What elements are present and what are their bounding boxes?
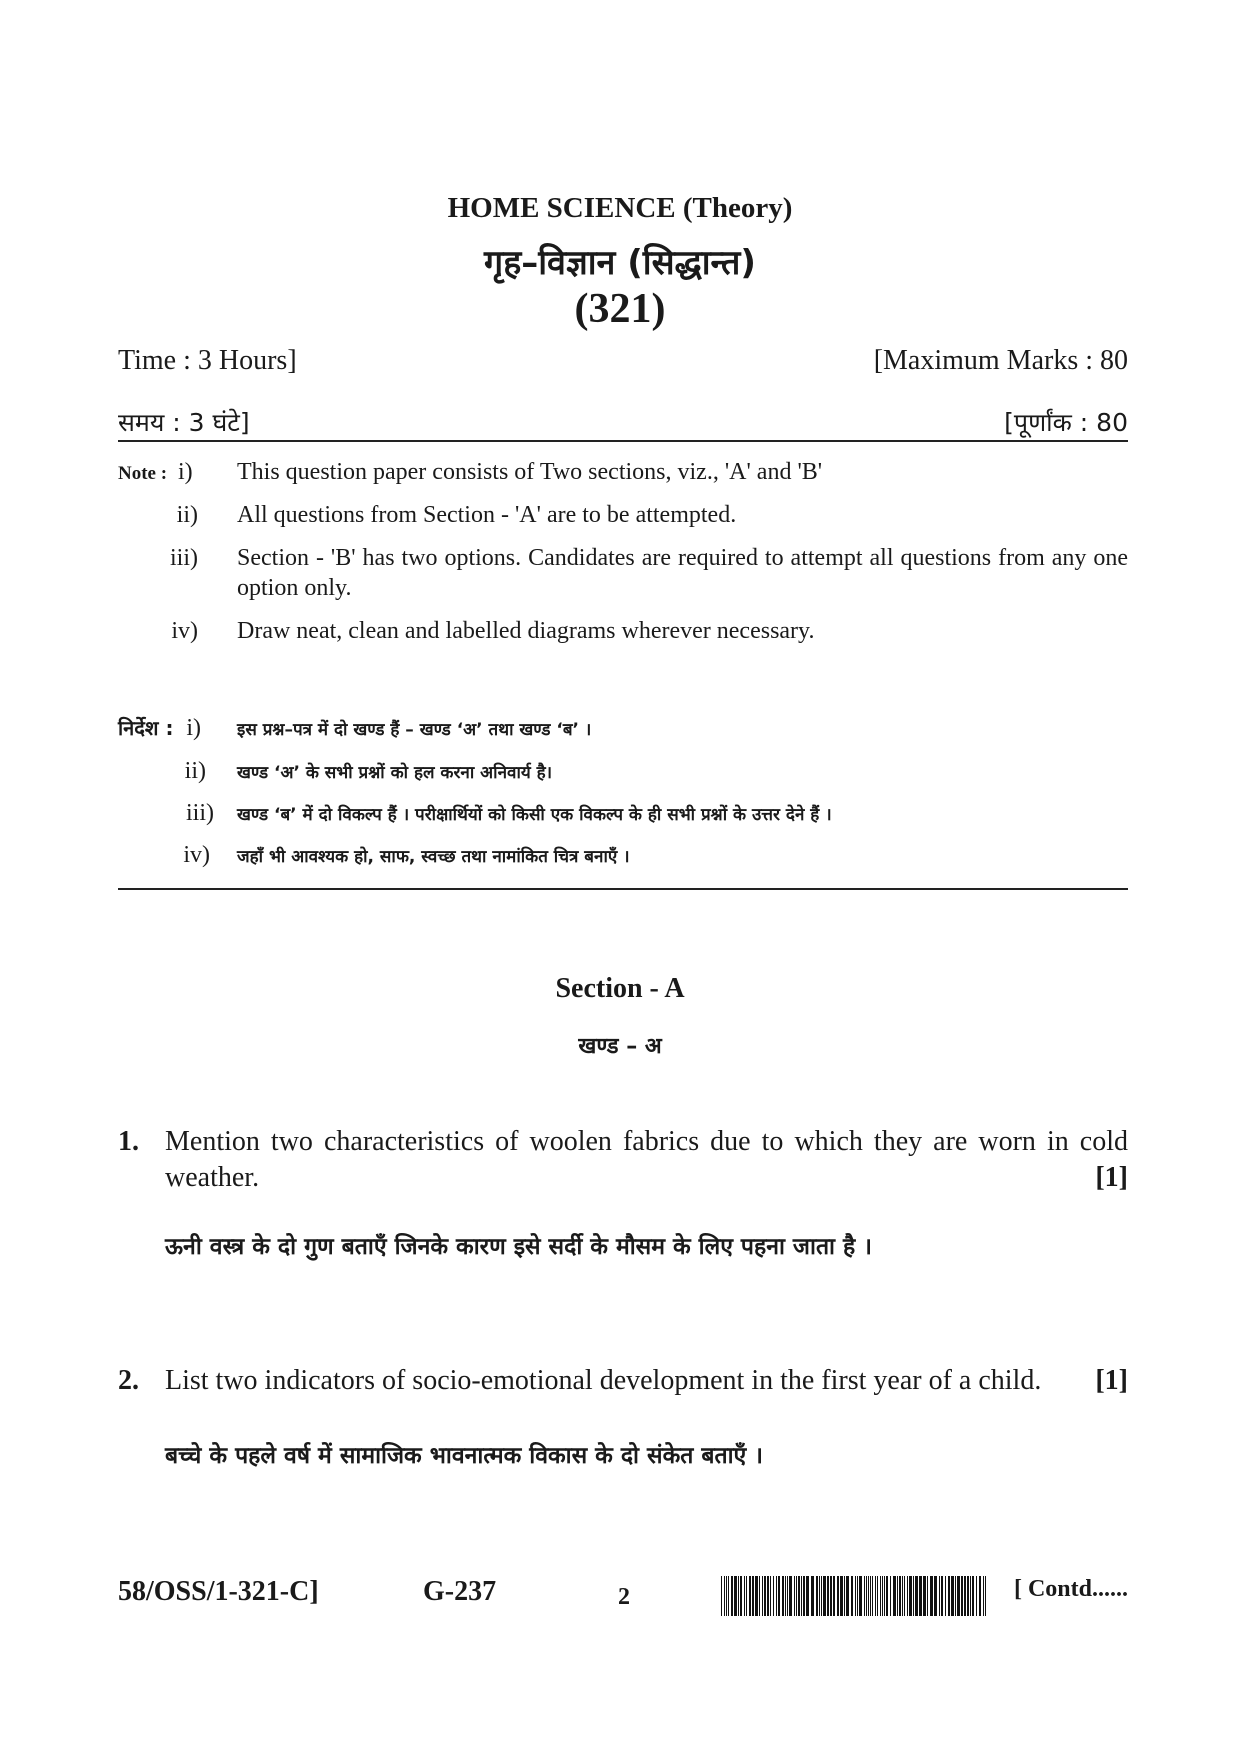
note-number: iii) <box>170 545 198 571</box>
barcode-bar <box>893 1576 896 1616</box>
note-number: iii) <box>186 800 214 826</box>
barcode-bar <box>961 1576 963 1616</box>
note-number: ii) <box>184 758 206 784</box>
barcode-bar <box>972 1576 974 1616</box>
barcode-bar <box>927 1576 928 1616</box>
bottom-divider <box>118 888 1128 890</box>
exam-page: HOME SCIENCE (Theory) गृह–विज्ञान (सिद्धान्त) (321) Time : 3 Hours] [Maximum Marks : 80 समय : 3 घंटे] [पूर्णांक : 80 Note : i) This question paper consists of Two sections, viz., 'A' and 'B' ii) All questions from Section - 'A' are to be attempted. iii) Section - 'B' has two options. Candidates are required to attempt all questions from any one option only. iv) Draw neat, clean and labelled diagrams wherever necessary. निर्देश : i) इस प्रश्न–पत्र में दो खण्ड हैं – खण्ड ‘अ’ तथा खण्ड ‘ब’ । ii) खण्ड ‘अ’ के सभी प्रश्नों को हल करना अनिवार्य है। iii) खण्ड ‘ब’ में दो विकल्प हैं । परीक्षार्थियों को किसी एक विकल्प के ही सभी प्रश्नों के उत्तर देने हैं । iv) जहाँ भी आवश्यक हो, साफ, स्वच्छ तथा नामांकित चित्र बनाएँ । Section - A खण्ड – अ 1. Mention two characteristics of woolen fabrics due to which they are worn in cold weather. [1] ऊनी वस्त्र के दो गुण बताएँ जिनके कारण इसे सर्दी के मौसम के लिए पहना जाता है । 2. List two indicators of socio-emotional development in the first year of a child. [1] बच्चे के पहले वर्ष में सामाजिक भावनात्मक विकास के दो संकेत बताएँ । 58/OSS/1-321-C] G-237 2 [ Contd...... <box>0 0 1240 1755</box>
barcode-bar <box>967 1576 969 1616</box>
note-text: Section - 'B' has two options. Candidates are required to attempt all questions from any one option only. <box>237 545 1128 601</box>
time-allowed-english: Time : 3 Hours] <box>118 345 297 376</box>
time-allowed-hindi: समय : 3 घंटे] <box>118 408 250 437</box>
barcode-bar <box>770 1576 771 1616</box>
question-text-english: Mention two characteristics of woolen fabrics due to which they are worn in cold weather. <box>165 1126 1128 1193</box>
barcode-bar <box>773 1576 774 1616</box>
barcode-bar <box>870 1576 871 1616</box>
barcode-bar <box>882 1576 883 1616</box>
barcode-bar <box>979 1576 981 1616</box>
barcode-bar <box>796 1576 797 1616</box>
barcode-bar <box>985 1576 986 1616</box>
barcode-bar <box>740 1576 742 1616</box>
time-marks-row-english <box>118 345 1128 377</box>
barcode-bar <box>859 1576 862 1616</box>
barcode-bar <box>877 1576 878 1616</box>
barcode-bar <box>738 1576 739 1616</box>
paper-title-english: HOME SCIENCE (Theory) <box>447 192 793 224</box>
note-number: iv) <box>171 618 198 644</box>
maximum-marks-hindi: [पूर्णांक : 80 <box>1004 408 1128 437</box>
note-text: जहाँ भी आवश्यक हो, साफ, स्वच्छ तथा नामांकित चित्र बनाएँ । <box>237 847 630 867</box>
top-divider <box>118 440 1128 442</box>
continued-label: [ Contd...... <box>1013 1576 1128 1602</box>
barcode-bar <box>855 1576 856 1616</box>
barcode-bar <box>782 1576 784 1616</box>
barcode-bar <box>948 1576 950 1616</box>
barcode-bar <box>897 1576 898 1616</box>
barcode-bar <box>728 1576 729 1616</box>
barcode-bar <box>816 1576 818 1616</box>
barcode-bar <box>945 1576 946 1616</box>
barcode-bar <box>767 1576 769 1616</box>
note-text: इस प्रश्न–पत्र में दो खण्ड हैं – खण्ड ‘अ’ तथा खण्ड ‘ब’ । <box>237 720 592 740</box>
barcode-bar <box>890 1576 891 1616</box>
barcode-bar <box>964 1576 966 1616</box>
barcode-bar <box>819 1576 820 1616</box>
note-text: This question paper consists of Two sections, viz., 'A' and 'B' <box>237 459 823 485</box>
question-text-english: List two indicators of socio-emotional development in the first year of a child. <box>165 1365 1042 1396</box>
note-text: खण्ड ‘अ’ के सभी प्रश्नों को हल करना अनिवार्य है। <box>237 763 553 783</box>
barcode-bar <box>811 1576 814 1616</box>
barcode-bar <box>752 1576 754 1616</box>
maximum-marks-english: [Maximum Marks : 80 <box>873 345 1128 376</box>
barcode-bar <box>884 1576 885 1616</box>
subject-code: (321) <box>574 286 666 332</box>
barcode-bar <box>827 1576 829 1616</box>
barcode-bar <box>846 1576 849 1616</box>
barcode-bar <box>726 1576 727 1616</box>
barcode-bar <box>951 1576 954 1616</box>
note-text: खण्ड ‘ब’ में दो विकल्प हैं । परीक्षार्थियों को किसी एक विकल्प के ही सभी प्रश्नों के उत्तर देने हैं । <box>237 805 832 825</box>
barcode-bar <box>939 1576 940 1616</box>
barcode-bar <box>976 1576 977 1616</box>
note-prefix: Note : <box>118 463 168 484</box>
barcode-bar <box>746 1576 747 1616</box>
barcode-bar <box>934 1576 937 1616</box>
paper-code: 58/OSS/1-321-C] <box>118 1576 319 1607</box>
barcode-bar <box>913 1576 914 1616</box>
g-code: G-237 <box>423 1576 497 1607</box>
question-2 <box>118 1363 1128 1403</box>
note-number: i) <box>186 715 201 741</box>
barcode-bar <box>837 1576 839 1616</box>
barcode-bar <box>904 1576 905 1616</box>
barcode-bar <box>868 1576 869 1616</box>
barcode-image <box>721 1576 989 1616</box>
barcode-bar <box>919 1576 922 1616</box>
barcode-bar <box>844 1576 845 1616</box>
barcode-bar <box>785 1576 786 1616</box>
note-number: ii) <box>176 502 198 528</box>
barcode-bar <box>762 1576 763 1616</box>
barcode-bar <box>806 1576 809 1616</box>
barcode-bar <box>789 1576 792 1616</box>
barcode-bar <box>764 1576 766 1616</box>
barcode-bar <box>778 1576 780 1616</box>
question-number: 1. <box>118 1126 139 1157</box>
barcode-bar <box>864 1576 865 1616</box>
question-marks: [1] <box>1095 1162 1128 1193</box>
time-marks-row-hindi <box>118 405 1128 439</box>
barcode-bar <box>794 1576 795 1616</box>
barcode-bar <box>907 1576 908 1616</box>
question-1-hindi: ऊनी वस्त्र के दो गुण बताएँ जिनके कारण इसे सर्दी के मौसम के लिए पहना जाता है । <box>165 1234 872 1260</box>
question-number: 2. <box>118 1365 139 1396</box>
barcode-bar <box>830 1576 832 1616</box>
barcode-bar <box>759 1576 760 1616</box>
barcode-bar <box>909 1576 912 1616</box>
barcode-bar <box>915 1576 918 1616</box>
question-2-hindi: बच्चे के पहले वर्ष में सामाजिक भावनात्मक विकास के दो संकेत बताएँ । <box>165 1443 763 1469</box>
barcode-bar <box>731 1576 733 1616</box>
barcode-bar <box>872 1576 873 1616</box>
barcode-bar <box>821 1576 822 1616</box>
barcode-bar <box>983 1576 984 1616</box>
barcode-bar <box>734 1576 737 1616</box>
barcode-bar <box>886 1576 888 1616</box>
note-text: Draw neat, clean and labelled diagrams wherever necessary. <box>237 618 815 644</box>
barcode-bar <box>823 1576 826 1616</box>
barcode-bar <box>798 1576 800 1616</box>
barcode-bar <box>902 1576 903 1616</box>
barcode-bar <box>776 1576 777 1616</box>
barcode-bar <box>833 1576 835 1616</box>
barcode-bar <box>880 1576 881 1616</box>
barcode-bar <box>803 1576 805 1616</box>
question-1 <box>118 1124 1128 1204</box>
note-prefix: निर्देश : <box>118 716 174 740</box>
barcode-bar <box>957 1576 960 1616</box>
section-title-english: Section - A <box>555 973 685 1004</box>
barcode-bar <box>970 1576 971 1616</box>
barcode-bar <box>749 1576 751 1616</box>
barcode-bar <box>724 1576 725 1616</box>
barcode-bar <box>744 1576 745 1616</box>
page-footer <box>118 1576 1128 1616</box>
barcode-bar <box>866 1576 867 1616</box>
barcode-bar <box>930 1576 933 1616</box>
barcode-bar <box>840 1576 843 1616</box>
barcode-bar <box>755 1576 758 1616</box>
barcode-bar <box>899 1576 901 1616</box>
barcode-bar <box>941 1576 943 1616</box>
note-number: iv) <box>183 842 210 868</box>
question-marks: [1] <box>1095 1365 1128 1396</box>
page-number: 2 <box>618 1584 630 1610</box>
barcode-bar <box>857 1576 858 1616</box>
barcode-bar <box>875 1576 876 1616</box>
barcode-bar <box>801 1576 802 1616</box>
section-title-hindi: खण्ड – अ <box>578 1034 662 1059</box>
barcode-bar <box>851 1576 853 1616</box>
barcode-bar <box>923 1576 926 1616</box>
barcode-bar <box>787 1576 788 1616</box>
barcode-bar <box>955 1576 956 1616</box>
barcode-bar <box>721 1576 722 1616</box>
note-text: All questions from Section - 'A' are to be attempted. <box>237 502 737 528</box>
paper-title-hindi: गृह–विज्ञान (सिद्धान्त) <box>484 243 756 283</box>
